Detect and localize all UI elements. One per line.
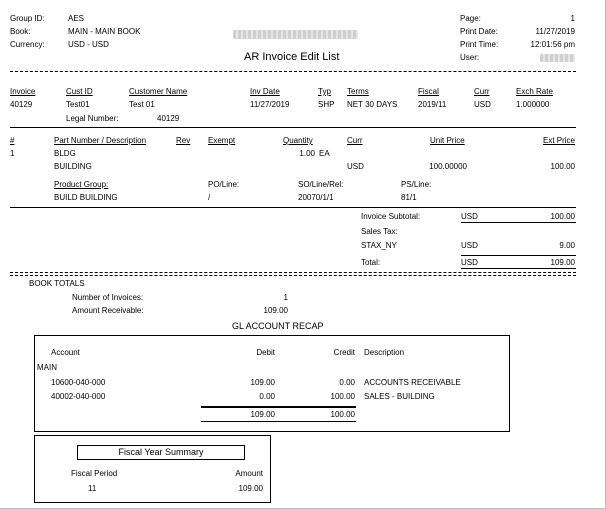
print-time-value: 12:01:56 pm — [530, 40, 575, 49]
typ: SHP — [318, 100, 335, 109]
currency-label: Currency: — [10, 40, 45, 49]
quantity: 1.00 — [299, 149, 315, 158]
group-id-value: AES — [68, 14, 85, 23]
amount-receivable-label: Amount Receivable: — [72, 306, 144, 315]
divider — [10, 127, 576, 128]
page-value: 1 — [570, 14, 575, 23]
fiscal-summary-title: Fiscal Year Summary — [77, 445, 245, 460]
num-invoices-label: Number of Invoices: — [72, 293, 144, 302]
divider — [10, 71, 576, 72]
gl-col-debit: Debit — [256, 348, 275, 357]
col-terms: Terms — [347, 87, 369, 96]
fiscal-period: 11 — [88, 484, 97, 493]
col-rev: Rev — [176, 136, 191, 145]
sales-tax-label: Sales Tax: — [361, 227, 398, 236]
col-customer-name: Customer Name — [129, 87, 188, 96]
divider — [10, 275, 576, 276]
print-date-label: Print Date: — [460, 27, 498, 36]
part-description: BUILDING — [54, 162, 92, 171]
ps-line-value: 81/1 — [401, 193, 417, 202]
gl-recap-title: GL ACCOUNT RECAP — [232, 321, 324, 331]
subtotal-curr: USD — [461, 212, 478, 221]
redacted-company — [233, 30, 358, 39]
tax-code: STAX_NY — [361, 241, 397, 250]
subtotal-label: Invoice Subtotal: — [361, 212, 421, 221]
fiscal-col-period: Fiscal Period — [71, 469, 118, 478]
legal-number-label: Legal Number: — [66, 114, 119, 123]
ps-line-label: PS/Line: — [401, 180, 432, 189]
total-double-rule — [461, 268, 576, 269]
part-number: BLDG — [54, 149, 76, 158]
currency-value: USD - USD — [68, 40, 109, 49]
divider — [10, 207, 576, 208]
so-line-label: SO/Line/Rel: — [298, 180, 344, 189]
gl-row-credit: 0.00 — [339, 378, 355, 387]
uom: EA — [319, 149, 330, 158]
exch-rate: 1.000000 — [516, 100, 550, 109]
col-inv-date: Inv Date — [250, 87, 280, 96]
book-label: Book: — [10, 27, 31, 36]
gl-row-debit: 109.00 — [250, 378, 275, 387]
book-value: MAIN - MAIN BOOK — [68, 27, 141, 36]
po-line-value: / — [208, 193, 211, 202]
invoice-number: 40129 — [10, 100, 33, 109]
redacted-user — [540, 54, 575, 62]
inv-date: 11/27/2019 — [250, 100, 290, 109]
divider — [10, 272, 576, 273]
col-invoice: Invoice — [10, 87, 36, 96]
col-exempt: Exempt — [208, 136, 236, 145]
col-ext-price: Ext Price — [542, 136, 575, 145]
gl-col-credit: Credit — [333, 348, 355, 357]
gl-row-account: 40002-040-000 — [51, 392, 106, 401]
col-cust-id: Cust ID — [66, 87, 93, 96]
curr: USD — [474, 100, 491, 109]
ext-price: 100.00 — [550, 162, 575, 171]
product-group-value: BUILD BUILDING — [54, 193, 118, 202]
line-num: 1 — [10, 149, 15, 158]
cust-id: Test01 — [66, 100, 90, 109]
unit-price: 100.00000 — [429, 162, 467, 171]
print-date-value: 11/27/2019 — [535, 27, 575, 36]
col-quantity: Quantity — [283, 136, 313, 145]
gl-group: MAIN — [37, 363, 57, 372]
report-title: AR Invoice Edit List — [244, 51, 340, 63]
legal-number-value: 40129 — [157, 114, 180, 123]
gl-total-underline — [201, 421, 356, 422]
product-group-label: Product Group: — [54, 180, 109, 189]
fiscal: 2019/11 — [418, 100, 447, 109]
col-line-num: # — [10, 136, 15, 145]
total-curr: USD — [461, 258, 478, 267]
gl-row-description: ACCOUNTS RECEIVABLE — [364, 378, 461, 387]
col-curr: Curr — [474, 87, 490, 96]
tax-curr: USD — [461, 241, 478, 250]
print-time-label: Print Time: — [460, 40, 499, 49]
gl-col-description: Description — [364, 348, 405, 357]
page-label: Page: — [460, 14, 481, 23]
col-fiscal: Fiscal — [418, 87, 439, 96]
gl-total-rule — [201, 406, 356, 408]
tax-value: 9.00 — [559, 241, 575, 250]
gl-col-account: Account — [51, 348, 80, 357]
po-line-label: PO/Line: — [208, 180, 240, 189]
gl-row-credit: 100.00 — [330, 392, 355, 401]
so-line-value: 20070/1/1 — [298, 193, 334, 202]
col-typ: Typ — [318, 87, 331, 96]
total-label: Total: — [361, 258, 381, 267]
col-line-curr: Curr — [347, 136, 363, 145]
user-label: User: — [460, 53, 480, 62]
line-curr: USD — [347, 162, 364, 171]
gl-total-credit: 100.00 — [330, 410, 355, 419]
num-invoices-value: 1 — [283, 293, 288, 302]
total-value: 109.00 — [550, 258, 575, 267]
subtotal-rule — [461, 222, 576, 223]
col-unit-price: Unit Price — [430, 136, 465, 145]
customer-name: Test 01 — [129, 100, 155, 109]
fiscal-col-amount: Amount — [235, 469, 263, 478]
book-totals-title: BOOK TOTALS — [29, 279, 85, 288]
total-rule — [461, 255, 576, 256]
fiscal-amount: 109.00 — [238, 484, 263, 493]
amount-receivable-value: 109.00 — [263, 306, 288, 315]
col-part: Part Number / Description — [54, 136, 147, 145]
group-id-label: Group ID: — [10, 14, 45, 23]
subtotal-value: 100.00 — [550, 212, 575, 221]
gl-row-account: 10600-040-000 — [51, 378, 106, 387]
gl-total-debit: 109.00 — [250, 410, 275, 419]
col-exch-rate: Exch Rate — [516, 87, 553, 96]
terms: NET 30 DAYS — [347, 100, 398, 109]
gl-row-description: SALES - BUILDING — [364, 392, 435, 401]
gl-row-debit: 0.00 — [259, 392, 275, 401]
